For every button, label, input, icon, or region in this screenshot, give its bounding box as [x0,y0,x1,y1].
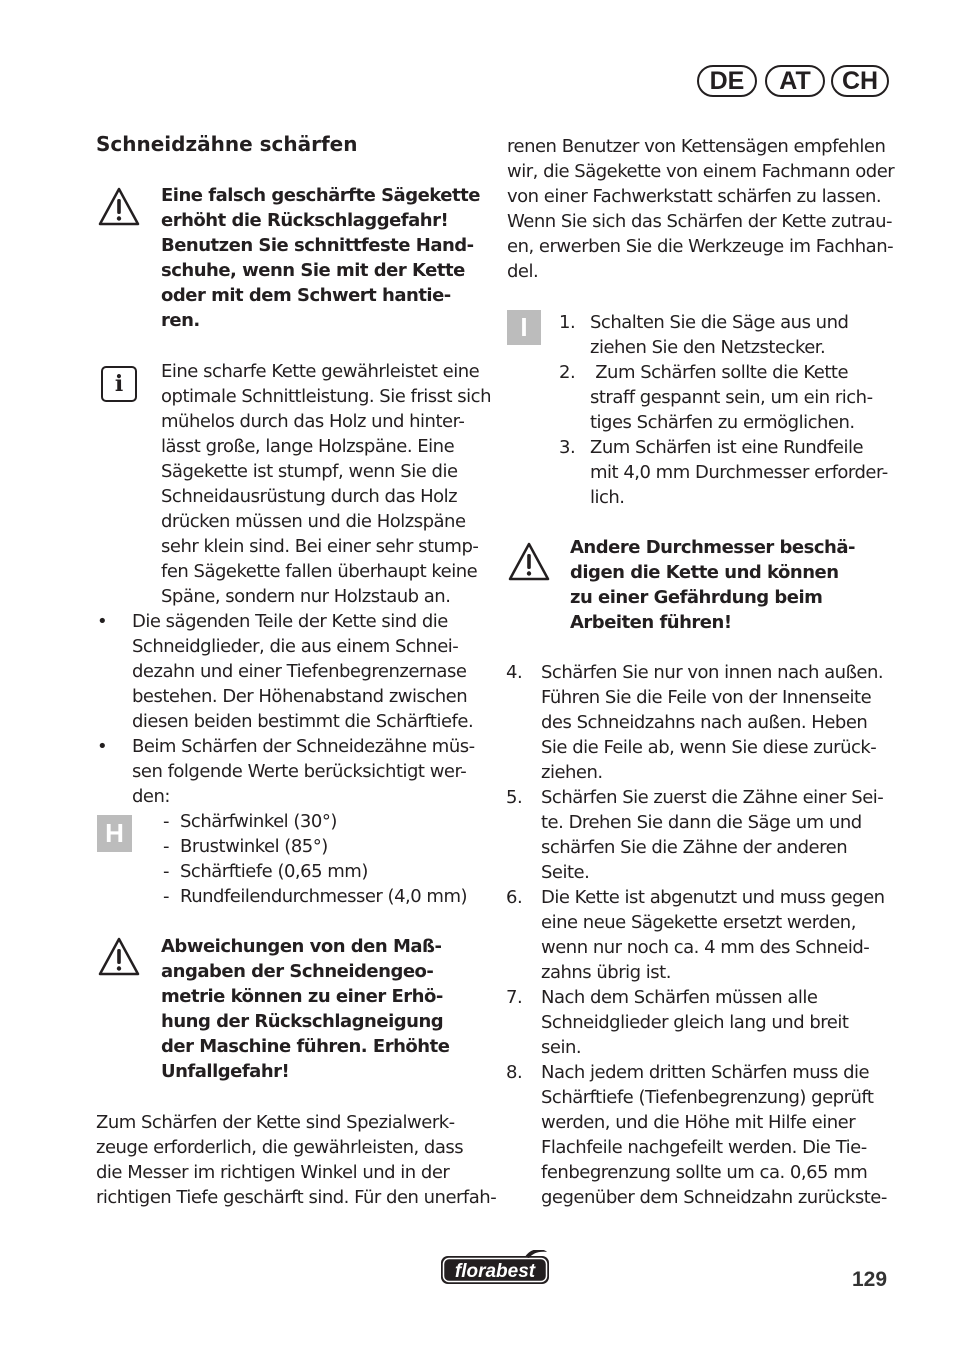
step-text: Seite. [541,862,590,883]
step-text: Schärfen Sie nur von innen nach außen. [541,662,884,683]
warning-text-1: Eine falsch geschärfte Sägekette erhöht die Rückschlaggefahr! Benutzen Sie schnittfeste Hand- schuhe, wenn Sie mit der Kette oder mit dem Schwert hantie- ren. [161,185,480,331]
warning-text-2: Abweichungen von den Maß- angaben der Schneidengeo- metrie können zu einer Erhö- hung der Rückschlagneigung der Maschine führen. Erhöhte Unfallgefahr! [161,936,450,1082]
step-text: eine neue Sägekette ersetzt werden, [541,912,856,933]
badge-at: AT [765,65,825,97]
steps-list-a [555,310,900,510]
warning-icon [508,541,550,583]
left-paragraph: Zum Schärfen der Kette sind Spezialwerk- zeuge erforderlich, die gewährleisten, dass die Messer im richtigen Winkel und in der richtigen Tiefe geschärft sind. Für den unerfah- [96,1112,497,1208]
svg-text:florabest: florabest [454,1261,536,1282]
right-paragraph: renen Benutzer von Kettensägen empfehlen wir, die Sägekette von einem Fachmann oder von einer Fachwerkstatt schärfen zu lassen. Wenn Sie sich das Schärfen der Kette zutrau- en, erwerben Sie die Werkzeuge im Fachhan- del. [507,136,895,282]
bullet-text-1: Die sägenden Teile der Kette sind die Schneidglieder, die aus einem Schnei- dezahn und einer Tiefenbegrenzernase bestehen. Der Höhenabstand zwischen diesen beiden bestimmt die Schärftiefe. [132,611,474,732]
bullet-marker: • [97,736,108,757]
step-text: Sie die Feile ab, wenn Sie diese zurück- [541,737,877,758]
badge-ch: CH [831,65,889,97]
step-text: fenbegrenzung sollte um ca. 0,65 mm [541,1162,868,1183]
figure-ref-h: H [97,815,132,852]
dash-item: - Schärfwinkel (30°) [163,811,337,832]
step-text: gegenüber dem Schneidzahn zurückste- [541,1187,887,1208]
step-text: Nach jedem dritten Schärfen muss die [541,1062,870,1083]
step-text: Schneidglieder gleich lang und breit [541,1012,849,1033]
step-text: Schärftiefe (Tiefenbegrenzung) geprüft [541,1087,874,1108]
step-text: werden, und die Höhe mit Hilfe einer [541,1112,856,1133]
step-text: Flachfeile nachgefeilt werden. Die Tie- [541,1137,867,1158]
warning-icon [98,936,140,978]
bullet-text-2: Beim Schärfen der Schneidezähne müs- sen folgende Werte berücksichtigt wer- den: [132,736,475,807]
florabest-logo [439,1250,551,1286]
step-text: Schalten Sie die Säge aus und [590,312,849,333]
step-text: te. Drehen Sie dann die Säge um und [541,812,862,833]
steps-list-b [506,660,901,1220]
step-text: lich. [590,487,625,508]
step-text: Schärfen Sie zuerst die Zähne einer Sei- [541,787,884,808]
step-text: Nach dem Schärfen müssen alle [541,987,818,1008]
step-number: 3. [559,437,576,458]
step-text: zahns übrig ist. [541,962,671,983]
warning-text-3: Andere Durchmesser beschä- digen die Kette und können zu einer Gefährdung beim Arbeiten führen! [570,537,855,633]
dash-item: - Schärftiefe (0,65 mm) [163,861,368,882]
dash-item: - Rundfeilendurchmesser (4,0 mm) [163,886,468,907]
figure-ref-i: I [507,310,541,345]
badge-de: DE [697,65,757,97]
section-heading: Schneidzähne schärfen [96,132,358,156]
step-number: 4. [506,662,523,683]
step-text: ziehen. [541,762,603,783]
bullet-marker: • [97,611,108,632]
step-text: des Schneidzahns nach außen. Heben [541,712,868,733]
step-text: ziehen Sie den Netzstecker. [590,337,826,358]
info-text: Eine scharfe Kette gewährleistet eine optimale Schnittleistung. Sie frisst sich mühelos durch das Holz und hinter- lässt große, lange Holzspäne. Eine Sägekette ist stumpf, wenn Sie die Schneidausrüstung durch das Holz drücken müssen und die Holzspäne sehr klein sind. Bei einer sehr stump- fen Sägekette fallen überhaupt keine Späne, sondern nur Holzstaub an. [161,361,491,607]
step-number: 6. [506,887,523,908]
page-number: 129 [852,1268,888,1291]
step-text: straff gespannt sein, um ein rich- [590,387,873,408]
dash-item: - Brustwinkel (85°) [163,836,328,857]
step-number: 7. [506,987,523,1008]
step-text: Zum Schärfen sollte die Kette [590,362,849,383]
step-text: Zum Schärfen ist eine Rundfeile [590,437,864,458]
info-icon: i [101,366,137,402]
step-text: sein. [541,1037,582,1058]
step-text: schärfen Sie die Zähne der anderen [541,837,848,858]
step-text: mit 4,0 mm Durchmesser erforder- [590,462,888,483]
step-text: tiges Schärfen zu ermöglichen. [590,412,855,433]
step-number: 1. [559,312,576,333]
step-number: 2. [559,362,576,383]
step-number: 8. [506,1062,523,1083]
step-text: Führen Sie die Feile von der Innenseite [541,687,872,708]
step-text: wenn nur noch ca. 4 mm des Schneid- [541,937,870,958]
step-number: 5. [506,787,523,808]
step-text: Die Kette ist abgenutzt und muss gegen [541,887,885,908]
warning-icon [98,186,140,228]
dash-list [163,809,493,909]
